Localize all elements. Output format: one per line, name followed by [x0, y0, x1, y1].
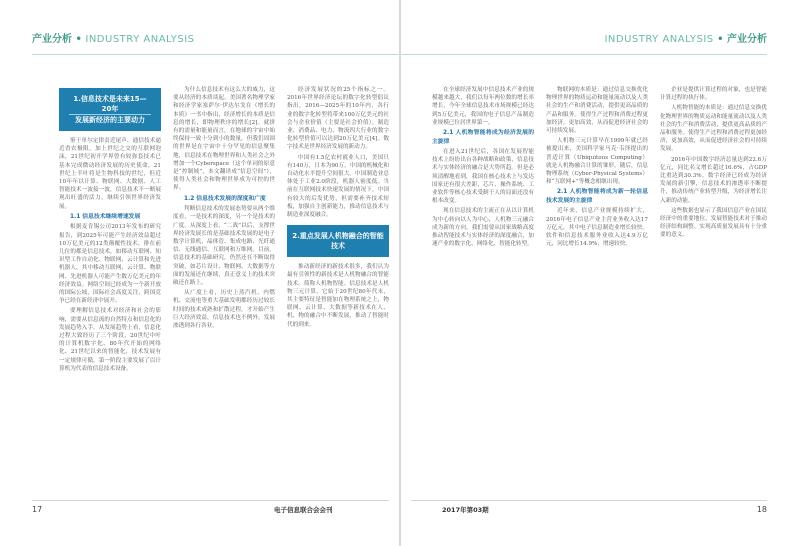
section-1-title-box: [59, 88, 161, 131]
right-page-number: 18: [756, 505, 767, 514]
paragraph: 判断信息技术的发展态势要从两个维度看，一是技术的深度，另一个是技术的广度。从深度上看，“二战”以后，支撑世界经济发展长的是基础技术发展的是电子数学计算机、晶体管、集成电路、光纤通信、无线通信、互联网和万维网。目前，信息技术的基础研究，仍然还在不断取得突破，如芯片设计、物联网、大数据等方面的发展还在继续，真正意义上的技术突破还在路上。: [173, 206, 275, 286]
subheading-1-1: 1.1 信息技术继续增速发展: [70, 213, 141, 220]
paragraph: 中国有1.5亿农村就业人口，美国只有140万，日本为90万，中国的机械化和自动化水平提升空间很大。中国制造业总体处于工业2.0阶段，机器人密度低。当前在互联网技术快速发展的情况下，中国有较大的后发优势，但需要补齐技术短板，加强自主创新能力，推动信息技术与制造业深度融合。: [287, 154, 389, 219]
paragraph: 人机物智能的本质是：通过信息交换优化物理世界的物质运动和能量流动以及人类社会的生产和消费活动，提供更高品质的产品和服务。使得生产过程和消费过程更加经济，更加高效，从而促进经济社会的可持续发展。: [660, 105, 767, 153]
paragraph: 推动新经济的新技术很多，我们认为最有引领性的新技术是人机物融合的智能技术。简称人机物智能。信息技术是人机物三元计算，它始于20世纪80年代末，其主要特征是智能加在物理系统之上，物联网、云计算、大数据等新技术在人、机、物的融合中不断发展，推动了智能时代的到来。: [287, 264, 389, 328]
paragraph: 鉴于单尔定律责近尾声、通信技术逼近香农极限，加上世纪之交的互联网泡沫，21世纪初开学界曾有较弥套技术已基本完成微动经济发展的历史使命，21世纪上半叶将是生物科技的世纪，但近10年年以计算、物联网、大数据、人工智能技术一波接一波，信息技术不一断展现出旺盛的活力，继续引领世界经济发展。: [59, 138, 161, 210]
subheading-2-1-b: 2.1 人机物智能将成为新一轮信息技术发展的主旋律: [546, 189, 648, 204]
left-footer-publication: 电子信息联合会会刊: [274, 506, 333, 514]
left-header-rule: [32, 54, 399, 55]
right-header-separator: •: [717, 34, 724, 45]
right-header-section: 产业分析: [727, 34, 767, 45]
right-column-2: [546, 86, 648, 250]
right-page: [401, 0, 800, 546]
paragraph: 近年来，信息产业规模持续扩大，2016年电子信息产业主营业务收入达17万亿元，其中电子信息制造业增长较快。软件和信息技术服务业收入达4.9万亿元，同比增长14.9%，增速较快。: [546, 208, 648, 248]
paragraph: 企业是提供计算过程的对象，也是智能计算过程的执行体。: [660, 87, 767, 102]
left-page: [0, 0, 399, 546]
right-header-english: INDUSTRY ANALYSIS: [604, 34, 714, 45]
section-2-title-box: [287, 225, 389, 257]
left-running-header: [32, 29, 195, 51]
section-1-title-line-2: 发展新经济的主要动力: [75, 116, 145, 124]
paragraph: 要理解信息技术对经济和社会的影响，需要从信息流的自然特点和信息化的发展趋势入手。从发展趋势上看，信息化过程大致经历了三个阶段，20世纪中叶的计算机数字化、80年代开始的网络化、21世纪以来的智能化，技术发展有一定规律可循，第一阶段主要发展了以计算机为代表的信息技术设备。: [59, 308, 161, 372]
section-1-title-line-1: 1.信息技术是未来15—20年: [69, 94, 151, 115]
right-column-3: [660, 86, 767, 242]
paragraph: 2016年中国数字经济总量达到22.6万亿元，同比名义增长超过16.6%，占GDP比重达到30.3%。数字经济已经成为经济发展的新引擎，信息技术的渗透率不断提升，推动传统产业转型升级，为经济增长注入新的动能。: [660, 156, 767, 204]
paragraph: 现在信息技术的主流正在从以计算机为中心转向以人为中心，人机物三元融合成为新的方向，我们需要从国家战略高度推动智能技术与实体经济的深度融合，加速产业的数字化、网络化、智能化转型。: [432, 208, 534, 248]
left-page-number: 17: [32, 505, 43, 514]
right-running-header: [604, 29, 767, 51]
left-footer-rule: [32, 500, 389, 501]
subheading-1-2: 1.2 信息技术发展的深度和广度: [184, 195, 266, 202]
right-footer-issue-date: 2017年第03期: [442, 506, 489, 514]
paragraph: 从广度上看，历史上蒸汽机、内燃机、交流电等重大基础发明都经历过较长时间的技术成熟和扩散过程，才开始产生巨大经济效益，信息技术也不例外，发展渗透到各行各业。: [173, 290, 275, 329]
right-header-rule: [401, 54, 767, 55]
paragraph: 根据麦肯锡公司2013年发布的研究报告，到2025年可能产生经济效益超过10万亿美元的12类颠覆性技术，排在前几位的都是信息技术，如移动互联网、知识型工作自动化、物联网、云计算和先进机器人，其中移动互联网、云计算、物联网、先进机器人可能产生数万亿美元的年经济效益。网络空间已经成为一个新开放的国际公域，国际社会高度关注，跨国竞争已经在新经济中展开。: [59, 224, 161, 305]
right-column-1: [432, 86, 534, 250]
left-header-section: 产业分析: [32, 34, 72, 45]
left-header-english: INDUSTRY ANALYSIS: [85, 34, 195, 45]
paragraph: 在全球经济发展中信息技术产业的规模越来越大，我们以每年两位数的增长率增长，今年全球信息技术市场规模已经达到5万亿美元，我国的电子信息产品制造业规模已位居世界第一。: [432, 87, 534, 126]
paragraph: 人机物三元计算早在1999年就已经被提出来，美国科学家马克·韦泽提出的普适计算（Ubiquitous Computing）就是人机物融合计算的雏形。随后，信息物理系统（Cyber-Physical Systems）和“互联网+”等概念相继出现。: [546, 138, 648, 186]
section-2-title: 2.重点发展人机物融合的智能技术: [292, 232, 384, 251]
right-footer-rule: [411, 500, 767, 501]
left-column-1: [59, 88, 161, 375]
paragraph: 物联网的本质是：通过信息交换优化物理世界的物质运动和能量流动以及人类社会的生产和消费活动，提供更高品质的产品和服务。使得生产过程和消费过程更加经济，更加高效，从而促进经济社会的可持续发展。: [546, 87, 648, 135]
subheading-2-1: 2.1 人机物智能将成为经济发展的主旋律: [432, 130, 534, 145]
paragraph: 为什么信息技术有这么大的威力，这要从经济的本质谈起。美国著名物理学家和经济学家塞萨尔·伊达尔戈在《增长的本质》一书中指出，经济增长的本质是信息的增长，即物理秩序的增长[2]。就拼有的需量和能量而言，在地球的宇宙中始终保持一致十分到小的数量，但我们周围的世界是在宇宙中十分罕见的信息聚集地，信息技术在物理世界和人类社会之外增加一个Cyberspace（这个单词的原意是“控制域”，本文翻译成“信息空间”），使得人类社会和物理世界成为可控的世界。: [173, 87, 275, 192]
paragraph: 在进入21世纪后，各国在发展智能技术上纷纷出台各种战略和政策，信息技术与实体经济的融合是大势所趋。但是必须清醒地看到，我国在核心技术上与发达国家还有很大差距，芯片、操作系统、工业软件等核心技术受制于人的局面还没有根本改变。: [432, 149, 534, 205]
paragraph: 这些数据也显示了我国信息产业在国民经济中的重要地位，发展智能技术对于推动经济结构调整、实现高质量发展具有十分重要的意义。: [660, 207, 767, 239]
left-column-3: [287, 86, 389, 331]
paragraph: 经济发展状况的25个指标之一。2016年世界经济论坛的数字化转型倡议指出，2016—2025年的10年内，各行业的数字化转型将带来100万亿美元的社会与企业价值（主要是社会价值）。制造业、消费品、电力、物流四大行业的数字化转型价值可以达到20万亿美元[4]。数字技术是世界经济发展的新动力。: [287, 87, 389, 151]
left-header-separator: •: [75, 34, 82, 45]
left-column-2: [173, 86, 275, 332]
